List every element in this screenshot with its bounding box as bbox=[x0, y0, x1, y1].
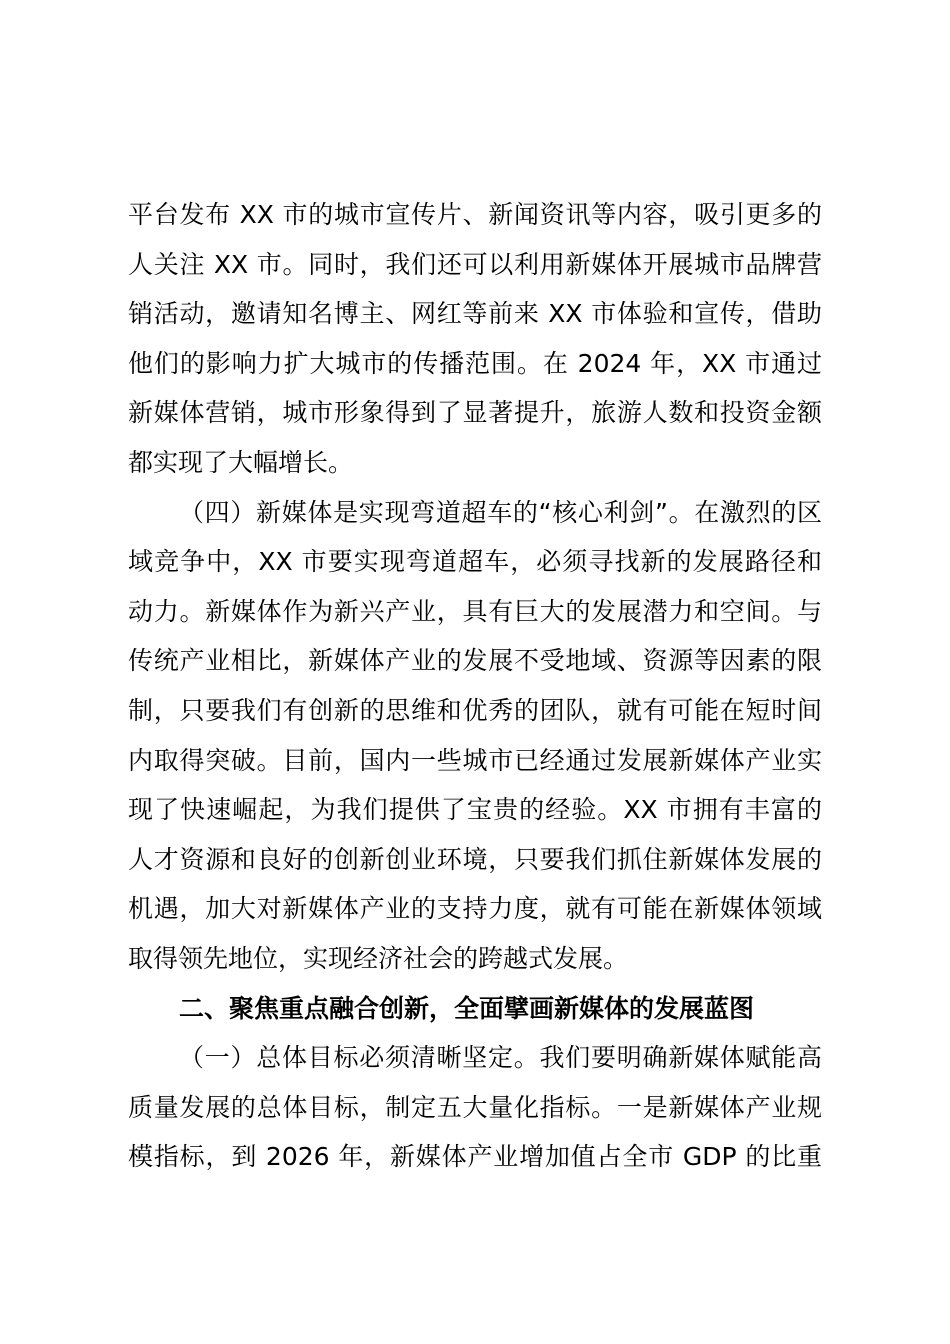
text-line: 人才资源和良好的创新创业环境，只要我们抓住新媒体发展的 bbox=[128, 844, 822, 874]
text-line: 内取得突破。目前，国内一些城市已经通过发展新媒体产业实 bbox=[128, 745, 822, 775]
text-line: 新媒体营销，城市形象得到了显著提升，旅游人数和投资金额 bbox=[128, 398, 822, 428]
text-line: 取得领先地位，实现经济社会的跨越式发展。 bbox=[128, 943, 629, 973]
paragraph-section-four bbox=[128, 488, 822, 984]
paragraph-section-one bbox=[128, 1033, 822, 1182]
text-line: 传统产业相比，新媒体产业的发展不受地域、资源等因素的限 bbox=[128, 646, 822, 676]
text-line: 人关注 XX 市。同时，我们还可以利用新媒体开展城市品牌营 bbox=[128, 249, 822, 279]
text-line: 现了快速崛起，为我们提供了宝贵的经验。XX 市拥有丰富的 bbox=[128, 795, 822, 825]
text-line: 机遇，加大对新媒体产业的支持力度，就有可能在新媒体领域 bbox=[128, 894, 822, 924]
text-line: 制，只要我们有创新的思维和优秀的团队，就有可能在短时间 bbox=[128, 695, 822, 725]
text-line: 销活动，邀请知名博主、网红等前来 XX 市体验和宣传，借助 bbox=[128, 299, 822, 329]
text-line: 域竞争中，XX 市要实现弯道超车，必须寻找新的发展路径和 bbox=[128, 547, 822, 577]
section-heading: 二、聚焦重点融合创新，全面擘画新媒体的发展蓝图 bbox=[179, 993, 755, 1023]
paragraph-city-marketing bbox=[128, 190, 822, 488]
document-body bbox=[128, 190, 822, 1182]
text-line: 质量发展的总体目标，制定五大量化指标。一是新媒体产业规 bbox=[128, 1092, 822, 1122]
text-line: 都实现了大幅增长。 bbox=[128, 447, 354, 477]
text-line: 平台发布 XX 市的城市宣传片、新闻资讯等内容，吸引更多的 bbox=[128, 200, 822, 229]
text-line: 动力。新媒体作为新兴产业，具有巨大的发展潜力和空间。与 bbox=[128, 596, 822, 626]
text-line: （四）新媒体是实现弯道超车的“核心利剑”。在激烈的区 bbox=[179, 497, 822, 527]
text-line: 模指标，到 2026 年，新媒体产业增加值占全市 GDP 的比重 bbox=[128, 1142, 822, 1172]
text-line: 他们的影响力扩大城市的传播范围。在 2024 年，XX 市通过 bbox=[128, 348, 822, 378]
text-line: （一）总体目标必须清晰坚定。我们要明确新媒体赋能高 bbox=[179, 1043, 822, 1073]
